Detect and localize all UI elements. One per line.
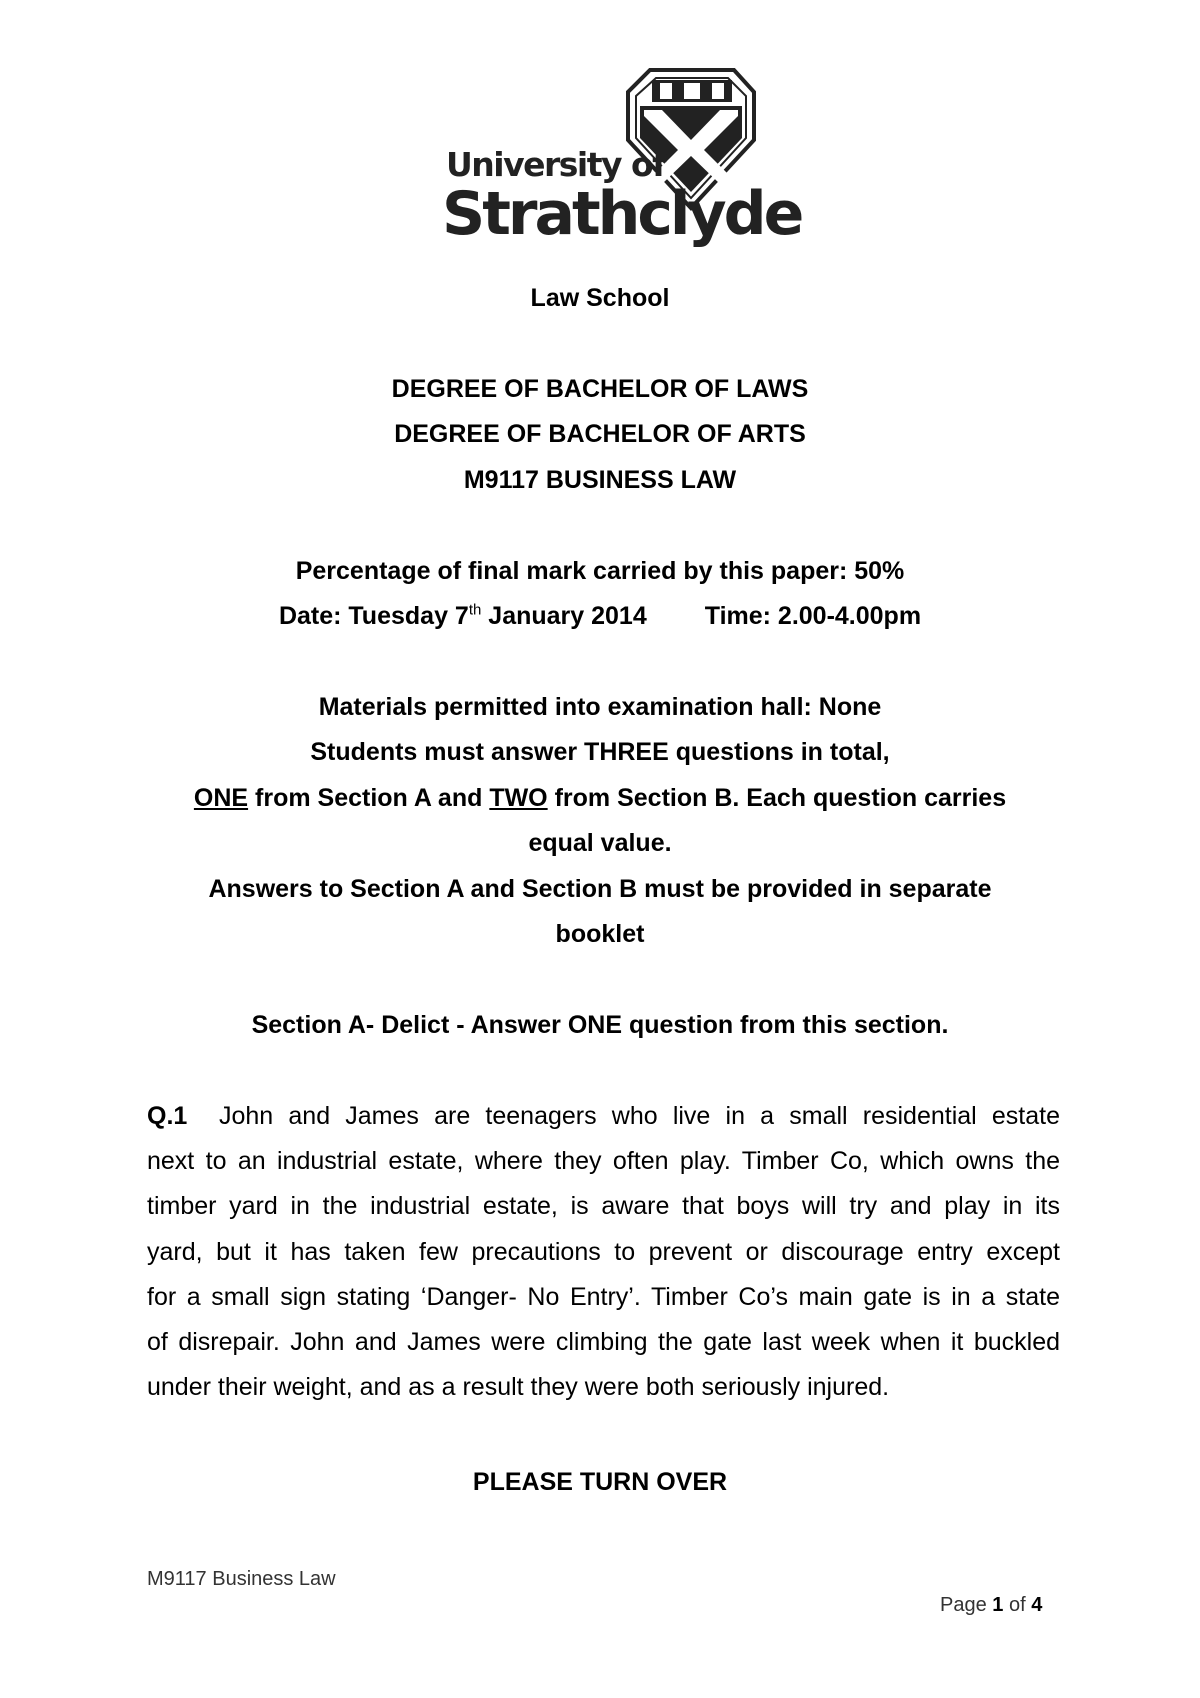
from-section-a: from Section A and: [248, 784, 490, 812]
one-underlined: ONE: [193, 784, 249, 812]
university-logo: [440, 62, 802, 252]
date-ordinal: th: [468, 601, 482, 619]
question-1: [147, 1094, 1060, 1410]
date-suffix: January 2014: [481, 602, 647, 630]
please-turn-over: PLEASE TURN OVER: [472, 1468, 728, 1496]
degree-laws: DEGREE OF BACHELOR OF LAWS: [391, 375, 809, 403]
percentage-line: Percentage of final mark carried by this paper: 50%: [295, 557, 905, 585]
from-section-b: from Section B. Each question carries: [547, 784, 1007, 812]
question-number: Q.1: [147, 1102, 188, 1130]
date-prefix: Date: Tuesday 7: [278, 602, 469, 630]
two-underlined: TWO: [489, 784, 548, 812]
question-line: for a small sign stating ‘Danger- No Entry’. Timber Co’s main gate is in a state: [147, 1282, 1060, 1311]
question-line: of disrepair. John and James were climbing the gate last week when it buckled: [147, 1328, 1060, 1357]
exam-time: Time: 2.00-4.00pm: [704, 602, 922, 630]
question-line: yard, but it has taken few precautions to prevent or discourage entry except: [147, 1237, 1060, 1266]
question-line: next to an industrial estate, where they often play. Timber Co, which owns the: [147, 1147, 1060, 1176]
separate-booklet-line1: Answers to Section A and Section B must be provided in separate: [208, 875, 992, 903]
materials-permitted: Materials permitted into examination hall: None: [318, 693, 882, 721]
equal-value: equal value.: [528, 829, 672, 857]
answer-split-line: [0, 783, 1200, 813]
section-a-heading: Section A- Delict - Answer ONE question from this section.: [251, 1011, 949, 1039]
total-pages: 4: [1031, 1594, 1043, 1616]
school-name: Law School: [530, 284, 670, 312]
page-number: Page 1 of 4: [940, 1594, 1043, 1616]
date-time-line: [0, 601, 1200, 631]
footer-course-name: M9117 Business Law: [147, 1568, 336, 1590]
question-line: under their weight, and as a result they were both seriously injured.: [147, 1373, 890, 1402]
separate-booklet-line2: booklet: [555, 920, 645, 948]
answer-total: Students must answer THREE questions in total,: [310, 738, 890, 766]
logo-text-line1: University of: [446, 145, 666, 184]
course-title: M9117 BUSINESS LAW: [463, 466, 737, 494]
logo-text-line2: Strathclyde: [442, 179, 802, 249]
current-page: 1: [992, 1594, 1004, 1616]
question-line: Q.1 John and James are teenagers who live in a small residential estate: [147, 1094, 1060, 1139]
degree-arts: DEGREE OF BACHELOR OF ARTS: [394, 420, 806, 448]
question-line: timber yard in the industrial estate, is aware that boys will try and play in its: [147, 1192, 1060, 1221]
